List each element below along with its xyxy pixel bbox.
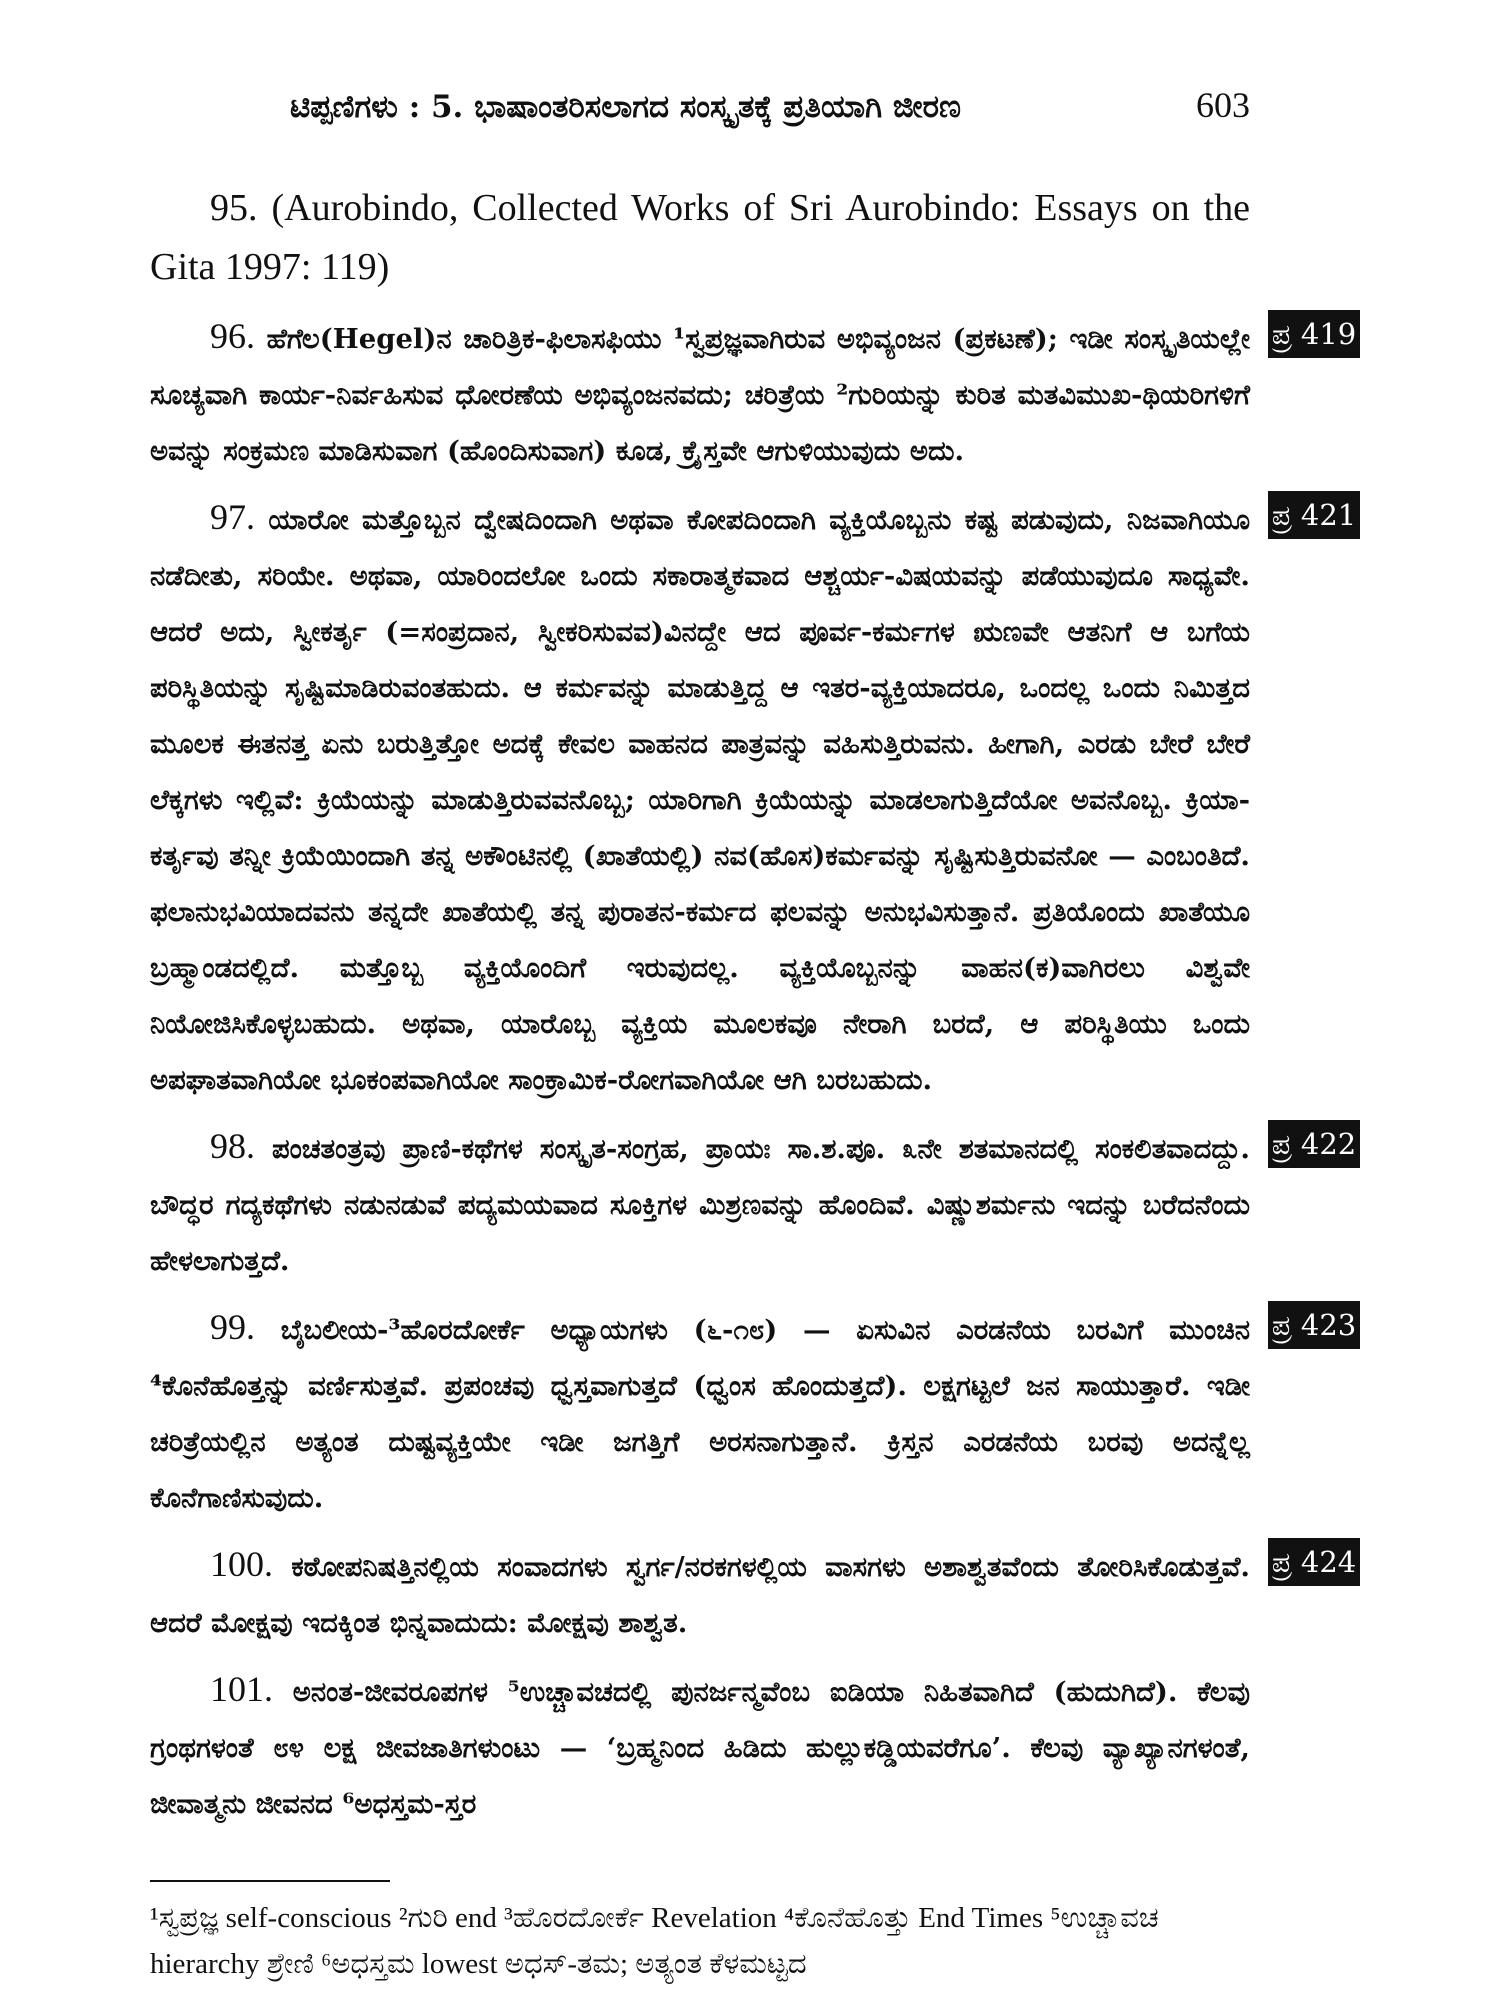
note-number: 99. (210, 1307, 255, 1347)
note-text: (Aurobindo, Collected Works of Sri Aurobindo: Essays on the Gita 1997: 119) (150, 187, 1250, 288)
page-number: 603 (1196, 85, 1250, 125)
note-text: ಹೆಗೆಲ(Hegel)ನ ಚಾರಿತ್ರಿಕ-ಫಿಲಾಸಫಿಯು ¹ಸ್ವಪ್ರಜ್ಞವಾಗಿರುವ ಅಭಿವ್ಯಂಜನ (ಪ್ರಕಟಣೆ); ಇಡೀ ಸಂಸ್ಕೃತಿಯಲ್ಲೇ ಸೂಚ್ಯವಾಗಿ ಕಾರ್ಯ-ನಿರ್ವಹಿಸುವ ಧೋರಣೆಯ ಅಭಿವ್ಯಂಜನವದು; ಚರಿತ್ರೆಯ ²ಗುರಿಯನ್ನು ಕುರಿತ ಮತವಿಮುಖ-ಥಿಯರಿಗಳಿಗೆ ಅವನ್ನು ಸಂಕ್ರಮಣ ಮಾಡಿಸುವಾಗ (ಹೊಂದಿಸುವಾಗ) ಕೂಡ, ಕ್ರೈಸ್ತವೇ ಆಗುಳಿಯುವುದು ಅದು. (150, 323, 1250, 467)
footnote-divider (150, 1880, 390, 1882)
page-ref-badge: ಪ್ರ 422 (1268, 1120, 1360, 1168)
note-101 (150, 1661, 1250, 1832)
footnote-glossary: ¹ಸ್ವಪ್ರಜ್ಞ self-conscious ²ಗುರಿ end ³ಹೊರದೋರ್ಕೆ Revelation ⁴ಕೊನೆಹೊತ್ತು End Times ⁵ಉಚ್ಚಾವಚ hierarchy ಶ್ರೇಣಿ ⁶ಅಧಸ್ತಮ lowest ಅಧಸ್-ತಮ; ಅತ್ಯಂತ ಕೆಳಮಟ್ಟದ (150, 1902, 1159, 1980)
running-header (290, 84, 1250, 134)
header-title: ಟಿಪ್ಪಣಿಗಳು : 5. ಭಾಷಾಂತರಿಸಲಾಗದ ಸಂಸ್ಕೃತಕ್ಕೆ ಪ್ರತಿಯಾಗಿ ಜೀರಣ (290, 89, 961, 125)
note-100 (150, 1536, 1357, 1651)
page-ref-badge: ಪ್ರ 423 (1268, 1301, 1360, 1349)
note-number: 101. (210, 1669, 273, 1709)
note-number: 96. (210, 316, 255, 356)
note-95 (150, 180, 1250, 298)
note-text: ಕಠೋಪನಿಷತ್ತಿನಲ್ಲಿಯ ಸಂವಾದಗಳು ಸ್ವರ್ಗ/ನರಕಗಳಲ್ಲಿಯ ವಾಸಗಳು ಅಶಾಶ್ವತವೆಂದು ತೋರಿಸಿಕೊಡುತ್ತವೆ. ಆದರೆ ಮೋಕ್ಷವು ಇದಕ್ಕಿಂತ ಭಿನ್ನವಾದುದು: ಮೋಕ್ಷವು ಶಾಶ್ವತ. (150, 1551, 1250, 1639)
note-text: ಯಾರೋ ಮತ್ತೊಬ್ಬನ ದ್ವೇಷದಿಂದಾಗಿ ಅಥವಾ ಕೋಪದಿಂದಾಗಿ ವ್ಯಕ್ತಿಯೊಬ್ಬನು ಕಷ್ಟ ಪಡುವುದು, ನಿಜವಾಗಿಯೂ ನಡೆದೀತು, ಸರಿಯೇ. ಅಥವಾ, ಯಾರಿಂದಲೋ ಒಂದು ಸಕಾರಾತ್ಮಕವಾದ ಆಶ್ಚರ್ಯ-ವಿಷಯವನ್ನು ಪಡೆಯುವುದೂ ಸಾಧ್ಯವೇ. ಆದರೆ ಅದು, ಸ್ವೀಕರ್ತೃ (=ಸಂಪ್ರದಾನ, ಸ್ವೀಕರಿಸುವವ)ವಿನದ್ದೇ ಆದ ಪೂರ್ವ-ಕರ್ಮಗಳ ಋಣವೇ ಆತನಿಗೆ ಆ ಬಗೆಯ ಪರಿಸ್ಥಿತಿಯನ್ನು ಸೃಷ್ಟಿಮಾಡಿರುವಂತಹುದು. ಆ ಕರ್ಮವನ್ನು ಮಾಡುತ್ತಿದ್ದ ಆ ಇತರ-ವ್ಯಕ್ತಿಯಾದರೂ, ಒಂದಲ್ಲ ಒಂದು ನಿಮಿತ್ತದ ಮೂಲಕ ಈತನತ್ತ ಏನು ಬರುತ್ತಿತ್ತೋ ಅದಕ್ಕೆ ಕೇವಲ ವಾಹನದ ಪಾತ್ರವನ್ನು ವಹಿಸುತ್ತಿರುವನು. ಹೀಗಾಗಿ, ಎರಡು ಬೇರೆ ಬೇರೆ ಲೆಕ್ಕಗಳು ಇಲ್ಲಿವೆ: ಕ್ರಿಯೆಯನ್ನು ಮಾಡುತ್ತಿರುವವನೊಬ್ಬ; ಯಾರಿಗಾಗಿ ಕ್ರಿಯೆಯನ್ನು ಮಾಡಲಾಗುತ್ತಿದೆಯೋ ಅವನೊಬ್ಬ. ಕ್ರಿಯಾ-ಕರ್ತೃವು ತನ್ನೀ ಕ್ರಿಯೆಯಿಂದಾಗಿ ತನ್ನ ಅಕೌಂಟಿನಲ್ಲಿ (ಖಾತೆಯಲ್ಲಿ) ನವ(ಹೊಸ)ಕರ್ಮವನ್ನು ಸೃಷ್ಟಿಸುತ್ತಿರುವನೋ — ಎಂಬಂತಿದೆ. ಫಲಾನುಭವಿಯಾದವನು ತನ್ನದೇ ಖಾತೆಯಲ್ಲಿ ತನ್ನ ಪುರಾತನ-ಕರ್ಮದ ಫಲವನ್ನು ಅನುಭವಿಸುತ್ತಾನೆ. ಪ್ರತಿಯೊಂದು ಖಾತೆಯೂ ಬ್ರಹ್ಮಾಂಡದಲ್ಲಿದೆ. ಮತ್ತೊಬ್ಬ ವ್ಯಕ್ತಿಯೊಂದಿಗೆ ಇರುವುದಲ್ಲ. ವ್ಯಕ್ತಿಯೊಬ್ಬನನ್ನು ವಾಹನ(ಕ)ವಾಗಿರಲು ವಿಶ್ವವೇ ನಿಯೋಜಿಸಿಕೊಳ್ಳಬಹುದು. ಅಥವಾ, ಯಾರೊಬ್ಬ ವ್ಯಕ್ತಿಯ ಮೂಲಕವೂ ನೇರಾಗಿ ಬರದೆ, ಆ ಪರಿಸ್ಥಿತಿಯು ಒಂದು ಅಪಘಾತವಾಗಿಯೋ ಭೂಕಂಪವಾಗಿಯೋ ಸಾಂಕ್ರಾಮಿಕ-ರೋಗವಾಗಿಯೋ ಆಗಿ ಬರಬಹುದು. (150, 504, 1251, 1096)
note-number: 98. (210, 1126, 255, 1166)
note-text: ಬೈಬಲೀಯ-³ಹೊರದೋರ್ಕೆ ಅಧ್ಯಾಯಗಳು (೬-೧೮) — ಏಸುವಿನ ಎರಡನೆಯ ಬರವಿಗೆ ಮುಂಚಿನ ⁴ಕೊನೆಹೊತ್ತನ್ನು ವರ್ಣಿಸುತ್ತವೆ. ಪ್ರಪಂಚವು ಧ್ವಸ್ತವಾಗುತ್ತದೆ (ಧ್ವಂಸ ಹೊಂದುತ್ತದೆ). ಲಕ್ಷಗಟ್ಟಲೆ ಜನ ಸಾಯುತ್ತಾರೆ. ಇಡೀ ಚರಿತ್ರೆಯಲ್ಲಿನ ಅತ್ಯಂತ ದುಷ್ಟವ್ಯಕ್ತಿಯೇ ಇಡೀ ಜಗತ್ತಿಗೆ ಅರಸನಾಗುತ್ತಾನೆ. ಕ್ರಿಸ್ತನ ಎರಡನೆಯ ಬರವು ಅದನ್ನೆಲ್ಲ ಕೊನೆಗಾಣಿಸುವುದು. (150, 1314, 1250, 1514)
note-97 (150, 489, 1357, 1108)
note-number: 97. (210, 497, 255, 537)
page-ref-badge: ಪ್ರ 421 (1268, 491, 1360, 539)
page-ref-badge: ಪ್ರ 419 (1268, 310, 1360, 358)
note-number: 95. (210, 187, 258, 229)
notes-body (150, 180, 1357, 1842)
note-96 (150, 308, 1357, 479)
note-text: ಪಂಚತಂತ್ರವು ಪ್ರಾಣಿ-ಕಥೆಗಳ ಸಂಸ್ಕೃತ-ಸಂಗ್ರಹ, ಪ್ರಾಯಃ ಸಾ.ಶ.ಪೂ. ೩ನೇ ಶತಮಾನದಲ್ಲಿ ಸಂಕಲಿತವಾದದ್ದು. ಬೌದ್ಧರ ಗದ್ಯಕಥೆಗಳು ನಡುನಡುವೆ ಪದ್ಯಮಯವಾದ ಸೂಕ್ತಿಗಳ ಮಿಶ್ರಣವನ್ನು ಹೊಂದಿವೆ. ವಿಷ್ಣುಶರ್ಮನು ಇದನ್ನು ಬರೆದನೆಂದು ಹೇಳಲಾಗುತ್ತದೆ. (150, 1133, 1250, 1277)
page-ref-badge: ಪ್ರ 424 (1268, 1538, 1360, 1586)
note-99 (150, 1299, 1357, 1526)
note-98 (150, 1118, 1357, 1289)
note-number: 100. (210, 1544, 273, 1584)
note-text: ಅನಂತ-ಜೀವರೂಪಗಳ ⁵ಉಚ್ಚಾವಚದಲ್ಲಿ ಪುನರ್ಜನ್ಮವೆಂಬ ಐಡಿಯಾ ನಿಹಿತವಾಗಿದೆ (ಹುದುಗಿದೆ). ಕೆಲವು ಗ್ರಂಥಗಳಂತೆ ೮೪ ಲಕ್ಷ ಜೀವಜಾತಿಗಳುಂಟು — ‘ಬ್ರಹ್ಮನಿಂದ ಹಿಡಿದು ಹುಲ್ಲುಕಡ್ಡಿಯವರೆಗೂ’. ಕೆಲವು ವ್ಯಾಖ್ಯಾನಗಳಂತೆ, ಜೀವಾತ್ಮನು ಜೀವನದ ⁶ಅಧಸ್ತಮ-ಸ್ತರ (150, 1676, 1251, 1820)
